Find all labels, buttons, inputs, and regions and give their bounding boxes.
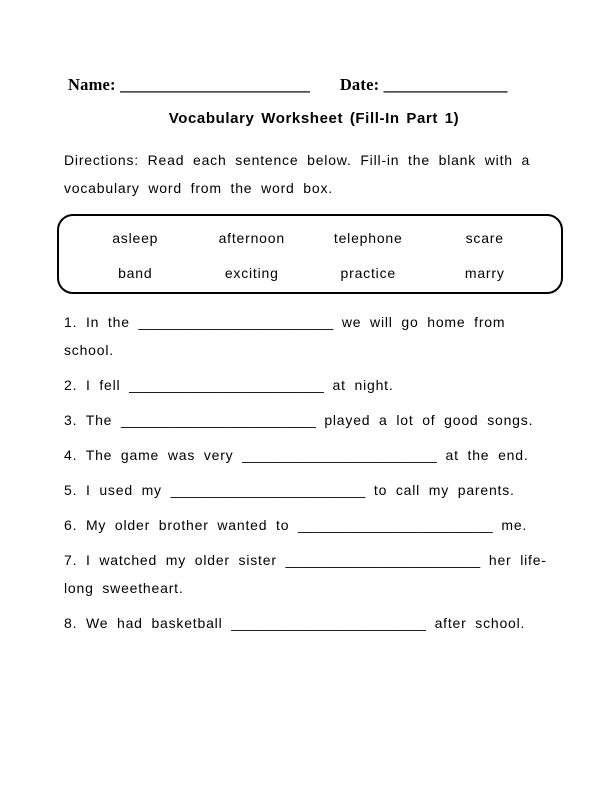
- sentence-text: after school.: [434, 615, 526, 631]
- sentence-text: played a lot of good songs.: [324, 412, 534, 428]
- sentence-text: school.: [64, 342, 114, 358]
- sentence-8-line-1: [64, 609, 564, 637]
- fill-in-blank-2[interactable]: _________________________: [129, 377, 324, 393]
- directions-text: [64, 146, 564, 202]
- sentence-5: [64, 476, 564, 504]
- fill-in-blank-7[interactable]: _________________________: [285, 552, 481, 568]
- sentence-list: [64, 308, 564, 637]
- date-blank-line[interactable]: _______________: [383, 75, 508, 94]
- word-box-word: marry: [464, 265, 505, 281]
- sentence-text: 3. The: [64, 412, 113, 428]
- sentence-6-line-1: [64, 511, 564, 539]
- fill-in-blank-3[interactable]: _________________________: [120, 412, 316, 428]
- word-box-word: afternoon: [218, 230, 285, 246]
- fill-in-blank-4[interactable]: _________________________: [242, 447, 437, 463]
- fill-in-blank-8[interactable]: _________________________: [231, 615, 426, 631]
- sentence-text: to call my parents.: [373, 482, 515, 498]
- header-row: [68, 74, 564, 96]
- sentence-text: 4. The game was very: [64, 447, 234, 463]
- sentence-text: 6. My older brother wanted to: [64, 517, 290, 533]
- page-title: Vocabulary Worksheet (Fill-In Part 1): [168, 110, 460, 127]
- word-box: [57, 214, 563, 294]
- word-box-word: asleep: [112, 230, 159, 246]
- sentence-6: [64, 511, 564, 539]
- word-box-row-1: [77, 224, 543, 252]
- sentence-1-line-2: [64, 336, 564, 364]
- sentence-2-line-1: [64, 371, 564, 399]
- sentence-7: [64, 546, 564, 602]
- sentence-4: [64, 441, 564, 469]
- fill-in-blank-1[interactable]: _________________________: [138, 314, 334, 330]
- sentence-1-line-1: [64, 308, 564, 336]
- sentence-text: long sweetheart.: [64, 580, 184, 596]
- date-label: Date:: [339, 75, 380, 94]
- fill-in-blank-6[interactable]: _________________________: [298, 517, 493, 533]
- sentence-text: we will go home from: [341, 314, 506, 330]
- directions-line-2: vocabulary word from the word box.: [64, 180, 333, 196]
- name-blank-line[interactable]: _______________________: [120, 75, 310, 94]
- sentence-3: [64, 406, 564, 434]
- directions-line-1: Directions: Read each sentence below. Fill-in the blank with a: [64, 152, 531, 168]
- name-label: Name:: [68, 75, 116, 94]
- fill-in-blank-5[interactable]: _________________________: [170, 482, 366, 498]
- word-box-word: scare: [465, 230, 504, 246]
- sentence-text: 7. I watched my older sister: [64, 552, 277, 568]
- sentence-7-line-2: [64, 574, 564, 602]
- sentence-text: 1. In the: [64, 314, 130, 330]
- sentence-7-line-1: [64, 546, 564, 574]
- sentence-text: her life-: [488, 552, 547, 568]
- sentence-text: 5. I used my: [64, 482, 162, 498]
- sentence-3-line-1: [64, 406, 564, 434]
- sentence-text: 8. We had basketball: [64, 615, 223, 631]
- word-box-word: telephone: [333, 230, 403, 246]
- sentence-4-line-1: [64, 441, 564, 469]
- sentence-text: at the end.: [445, 447, 529, 463]
- sentence-1: [64, 308, 564, 364]
- sentence-text: 2. I fell: [64, 377, 121, 393]
- word-box-word: exciting: [224, 265, 279, 281]
- sentence-8: [64, 609, 564, 637]
- sentence-2: [64, 371, 564, 399]
- word-box-row-2: [77, 259, 543, 287]
- sentence-text: at night.: [332, 377, 394, 393]
- word-box-word: band: [118, 265, 153, 281]
- sentence-text: me.: [501, 517, 528, 533]
- word-box-word: practice: [340, 265, 396, 281]
- sentence-5-line-1: [64, 476, 564, 504]
